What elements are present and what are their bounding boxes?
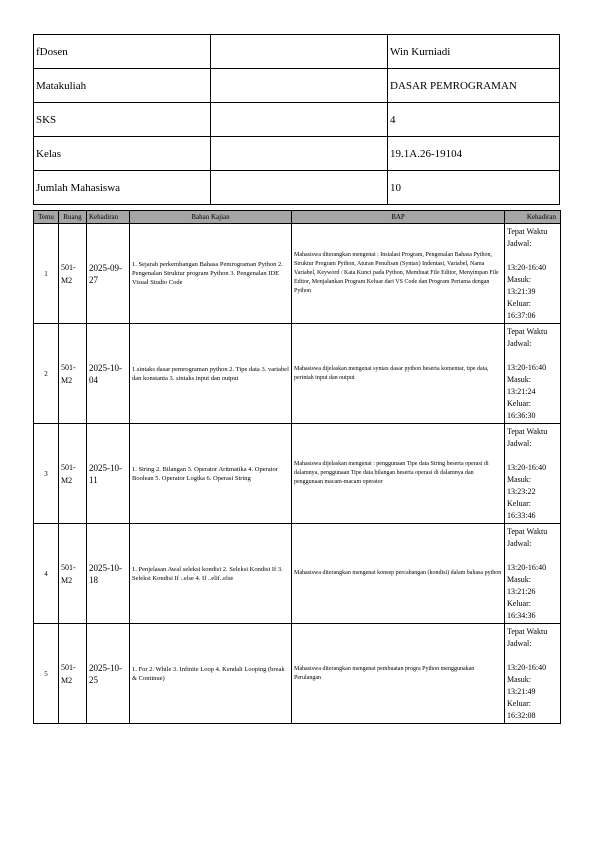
info-value: Win Kurniadi (388, 35, 560, 69)
info-row (34, 137, 560, 171)
info-empty-cell (211, 69, 388, 103)
cell-bahan-kajian: 1. Sejarah perkembangan Bahasa Pemrograman Python 2. Pengenalan Struktur program Python 3. Pengenalan IDE Visual Studio Code (130, 224, 292, 324)
info-row (34, 35, 560, 69)
header-temu: Temu (34, 211, 59, 224)
info-label: Kelas (34, 137, 211, 171)
info-value: 10 (388, 171, 560, 205)
cell-bap: Mahasiswa diterangkan mengenai pembuatan progra Python menggunakan Perulangan (292, 624, 505, 724)
info-value: 19.1A.26-19104 (388, 137, 560, 171)
info-label: Matakuliah (34, 69, 211, 103)
cell-tanggal: 2025-09-27 (87, 224, 130, 324)
info-empty-cell (211, 137, 388, 171)
attendance-table (33, 210, 561, 724)
info-empty-cell (211, 35, 388, 69)
cell-kehadiran: Tepat Waktu Jadwal: 13:20-16:40 Masuk: 13:21:39 Keluar: 16:37:06 (505, 224, 561, 324)
cell-bap: Mahasiswa dijelaskan mengenai syntax dasar python beserta komentar, tipe data, perintah input dan output (292, 324, 505, 424)
cell-tanggal: 2025-10-11 (87, 424, 130, 524)
header-kehadiran: Kehadiran (505, 211, 561, 224)
cell-kehadiran: Tepat Waktu Jadwal: 13:20-16:40 Masuk: 13:21:49 Keluar: 16:32:08 (505, 624, 561, 724)
cell-ruang: 501-M2 (59, 524, 87, 624)
info-value: 4 (388, 103, 560, 137)
cell-temu: 5 (34, 624, 59, 724)
cell-bahan-kajian: 1. Penjelasan Awal seleksi kondisi 2. Seleksi Kondisi If 3. Seleksi Kondisi If ..else 4. If ..elif..else (130, 524, 292, 624)
cell-tanggal: 2025-10-18 (87, 524, 130, 624)
attendance-row (34, 424, 561, 524)
cell-tanggal: 2025-10-04 (87, 324, 130, 424)
info-label: Jumlah Mahasiswa (34, 171, 211, 205)
cell-temu: 4 (34, 524, 59, 624)
info-value: DASAR PEMROGRAMAN (388, 69, 560, 103)
info-label: SKS (34, 103, 211, 137)
cell-kehadiran: Tepat Waktu Jadwal: 13:20-16:40 Masuk: 13:23:22 Keluar: 16:33:46 (505, 424, 561, 524)
attendance-row (34, 524, 561, 624)
cell-bap: Mahasiswa diterangkan mengenai : Instalasi Program, Pengenalan Bahasa Python, Struktur Program Python, Aturan Penulisan (Syntax) Indentasi, Variabel, Nama Variabel, Keyword / Kata Kunci pada Python, Membuat File Editor, Menyimpan File Editor, Menjalankan Program Keluar dari VS Code dan Program Pertama dengan Python (292, 224, 505, 324)
attendance-row (34, 224, 561, 324)
cell-tanggal: 2025-10-25 (87, 624, 130, 724)
cell-temu: 1 (34, 224, 59, 324)
cell-bap: Mahasiswa dijelaskan mengenai : penggunaan Tipe data String beserta operasi di dalamnya, penggunaan Tipe data bilangan beserta operasi di dalamnya dan penggunaan macam-macam operator (292, 424, 505, 524)
header-ruang: Ruang (59, 211, 87, 224)
cell-bahan-kajian: 1. String 2. Bilangan 3. Operator Aritmatika 4. Operator Boolean 5. Operator Logika 6. Operasi String (130, 424, 292, 524)
cell-ruang: 501-M2 (59, 624, 87, 724)
cell-ruang: 501-M2 (59, 224, 87, 324)
cell-bahan-kajian: 1. For 2. While 3. Infinite Loop 4. Kendali Looping (break & Continue) (130, 624, 292, 724)
info-label: fDosen (34, 35, 211, 69)
info-empty-cell (211, 103, 388, 137)
attendance-header-row (34, 211, 561, 224)
cell-bahan-kajian: 1.sintaks dasar pemrograman python 2. Tipe data 3. variabel dan konstanta 3. sintaks input dan output (130, 324, 292, 424)
cell-temu: 2 (34, 324, 59, 424)
info-row (34, 69, 560, 103)
info-empty-cell (211, 171, 388, 205)
header-bap: BAP (292, 211, 505, 224)
attendance-row (34, 624, 561, 724)
cell-temu: 3 (34, 424, 59, 524)
cell-kehadiran: Tepat Waktu Jadwal: 13:20-16:40 Masuk: 13:21:26 Keluar: 16:34:36 (505, 524, 561, 624)
cell-ruang: 501-M2 (59, 424, 87, 524)
cell-bap: Mahasiswa diterangkan mengenai konsep percabangan (kondisi) dalam bahasa python (292, 524, 505, 624)
attendance-row (34, 324, 561, 424)
info-row (34, 171, 560, 205)
cell-ruang: 501-M2 (59, 324, 87, 424)
header-kehadiran-date: Kehadiran (87, 211, 130, 224)
header-bahan-kajian: Bahan Kajian (130, 211, 292, 224)
cell-kehadiran: Tepat Waktu Jadwal: 13:20-16:40 Masuk: 13:21:24 Keluar: 16:36:30 (505, 324, 561, 424)
course-info-table (33, 34, 560, 205)
info-row (34, 103, 560, 137)
